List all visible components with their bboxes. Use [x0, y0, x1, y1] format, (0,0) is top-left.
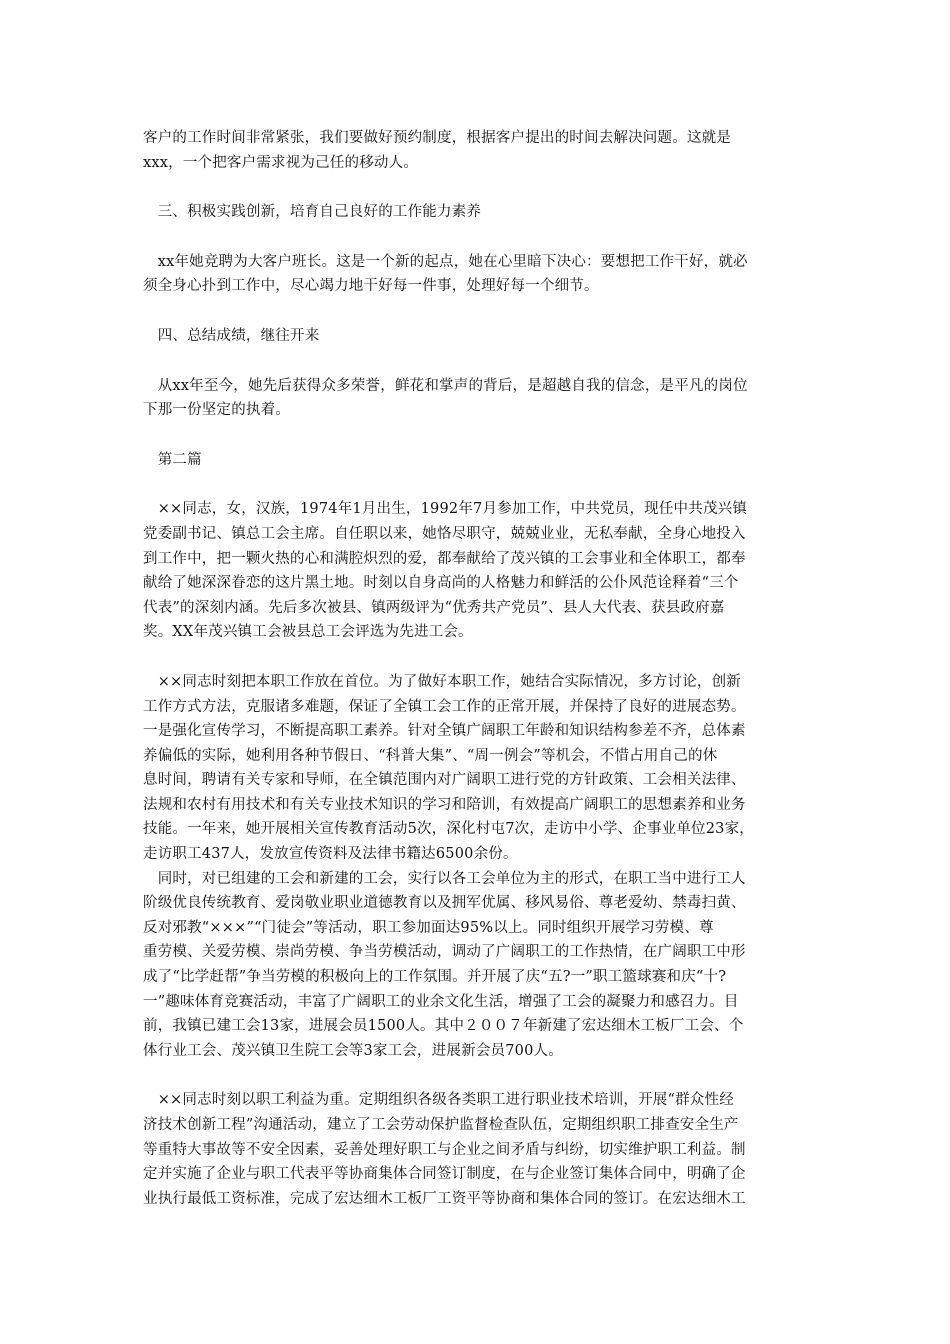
text-line: 技能。一年来，她开展相关宣传教育活动5次，深化村屯7次，走访中小学、企事业单位23家， — [143, 821, 754, 838]
section-heading: 第二篇 — [143, 451, 202, 468]
text-line: 法规和农村有用技术和有关专业技术知识的学习和陪训，有效提高广阔职工的思想素养和业务 — [143, 796, 746, 813]
text-line: 前，我镇已建工会13家，进展会员1500人。其中２００７年新建了宏达细木工板厂工会、个 — [143, 1018, 744, 1035]
section-heading: 三、积极实践创新，培育自己良好的工作能力素养 — [143, 204, 482, 221]
text-line: 代表”的深刻内涵。先后多次被县、镇两级评为“优秀共产党员”、县人大代表、获县政府嘉 — [143, 599, 725, 616]
paragraph-gap — [143, 349, 808, 374]
paragraph-gap — [143, 472, 808, 497]
text-line: 重劳模、关爱劳模、崇尚劳模、争当劳模活动，调动了广阔职工的工作热情，在广阔职工中形 — [143, 944, 746, 961]
text-line: xx年她竞聘为大客户班长。这是一个新的起点，她在心里暗下决心：要想把工作干好，就必 — [143, 253, 748, 270]
paragraph-gap — [143, 645, 808, 670]
text-line: 成了“比学赶帮”争当劳模的积极向上的工作氛围。并开展了庆“五?一”职工篮球赛和庆“十? — [143, 969, 727, 986]
paragraph-gap — [143, 225, 808, 250]
text-line: 业执行最低工资标准，完成了宏达细木工板厂工资平等协商和集体合同的签订。在宏达细木工 — [143, 1190, 746, 1207]
paragraph-gap — [143, 423, 808, 448]
text-line: 客户的工作时间非常紧张，我们要做好预约制度，根据客户提出的时间去解决问题。这就是 — [143, 130, 731, 146]
text-line: 须全身心扑到工作中，尽心竭力地干好每一件事，处理好每一个细节。 — [143, 278, 599, 295]
paragraph-gap — [143, 1063, 808, 1088]
text-line: 下那一份坚定的执着。 — [143, 402, 290, 419]
text-line: ××同志时刻把本职工作放在首位。为了做好本职工作，她结合实际情况，多方讨论，创新 — [143, 673, 741, 690]
text-line: 从xx年至今，她先后获得众多荣誉，鲜花和掌声的背后，是超越自我的信念，是平凡的岗位 — [143, 377, 748, 394]
text-line: 息时间，聘请有关专家和导师，在全镇范围内对广阔职工进行党的方针政策、工会相关法律、 — [143, 772, 746, 789]
text-line: 养偏低的实际，她利用各种节假日、“科普大集”、“周一例会”等机会，不惜占用自己的休 — [143, 747, 718, 764]
text-line: 走访职工437人，发放宣传资料及法律书籍达6500余份。 — [143, 846, 518, 863]
text-line: ××同志时刻以职工利益为重。定期组织各级各类职工进行职业技术培训，开展“群众性经 — [143, 1092, 734, 1109]
section-heading: 四、总结成绩，继往开来 — [143, 327, 320, 344]
text-line: 等重特大事故等不安全因素，妥善处理好职工与企业之间矛盾与纠纷，切实维护职工利益。制 — [143, 1141, 746, 1158]
text-line: xxx，一个把客户需求视为己任的移动人。 — [143, 154, 419, 171]
text-line: 济技术创新工程”沟通活动，建立了工会劳动保护监督检查队伍，定期组织职工排查安全生产 — [143, 1117, 739, 1133]
paragraph-gap — [143, 175, 808, 200]
paragraph-gap — [143, 299, 808, 324]
text-line: ××同志，女，汉族，1974年1月出生，1992年7月参加工作，中共党员，现任中共茂兴镇 — [143, 501, 748, 518]
text-line: 到工作中，把一颗火热的心和满腔炽烈的爱，都奉献给了茂兴镇的工会事业和全体职工，都奉 — [143, 550, 746, 567]
text-line: 献给了她深深眷恋的这片黑土地。时刻以自身高尚的人格魅力和鲜活的公仆风范诠释着“三个 — [143, 575, 739, 592]
text-line: 工作方式方法，克服诸多难题，保证了全镇工会工作的正常开展，并保持了良好的进展态势。 — [143, 698, 746, 715]
text-line: 党委副书记、镇总工会主席。自任职以来，她恪尽职守，兢兢业业，无私奉献，全身心地投入 — [143, 525, 746, 542]
text-line: 体行业工会、茂兴镇卫生院工会等3家工会，进展新会员700人。 — [143, 1042, 563, 1059]
text-line: 奖。XX年茂兴镇工会被县总工会评选为先进工会。 — [143, 624, 473, 641]
text-line: 反对邪教“×××”“门徒会”等活动，职工参加面达95%以上。同时组织开展学习劳模、尊 — [143, 919, 714, 936]
text-line: 定并实施了企业与职工代表平等协商集体合同签订制度，在与企业签订集体合同中，明确了企 — [143, 1166, 746, 1183]
text-line: 一是强化宣传学习，不断提高职工素养。针对全镇广阔职工年龄和知识结构参差不齐，总体素 — [143, 723, 746, 740]
text-line: 阶级优良传统教育、爱岗敬业职业道德教育以及拥军优属、移风易俗、尊老爱幼、禁毒扫黄、 — [143, 895, 746, 912]
document-body — [143, 126, 808, 1211]
text-line: 一”趣味体育竞赛活动，丰富了广阔职工的业余文化生活，增强了工会的凝聚力和感召力。目 — [143, 993, 739, 1010]
text-line: 同时，对已组建的工会和新建的工会，实行以各工会单位为主的形式，在职工当中进行工人 — [143, 870, 746, 887]
